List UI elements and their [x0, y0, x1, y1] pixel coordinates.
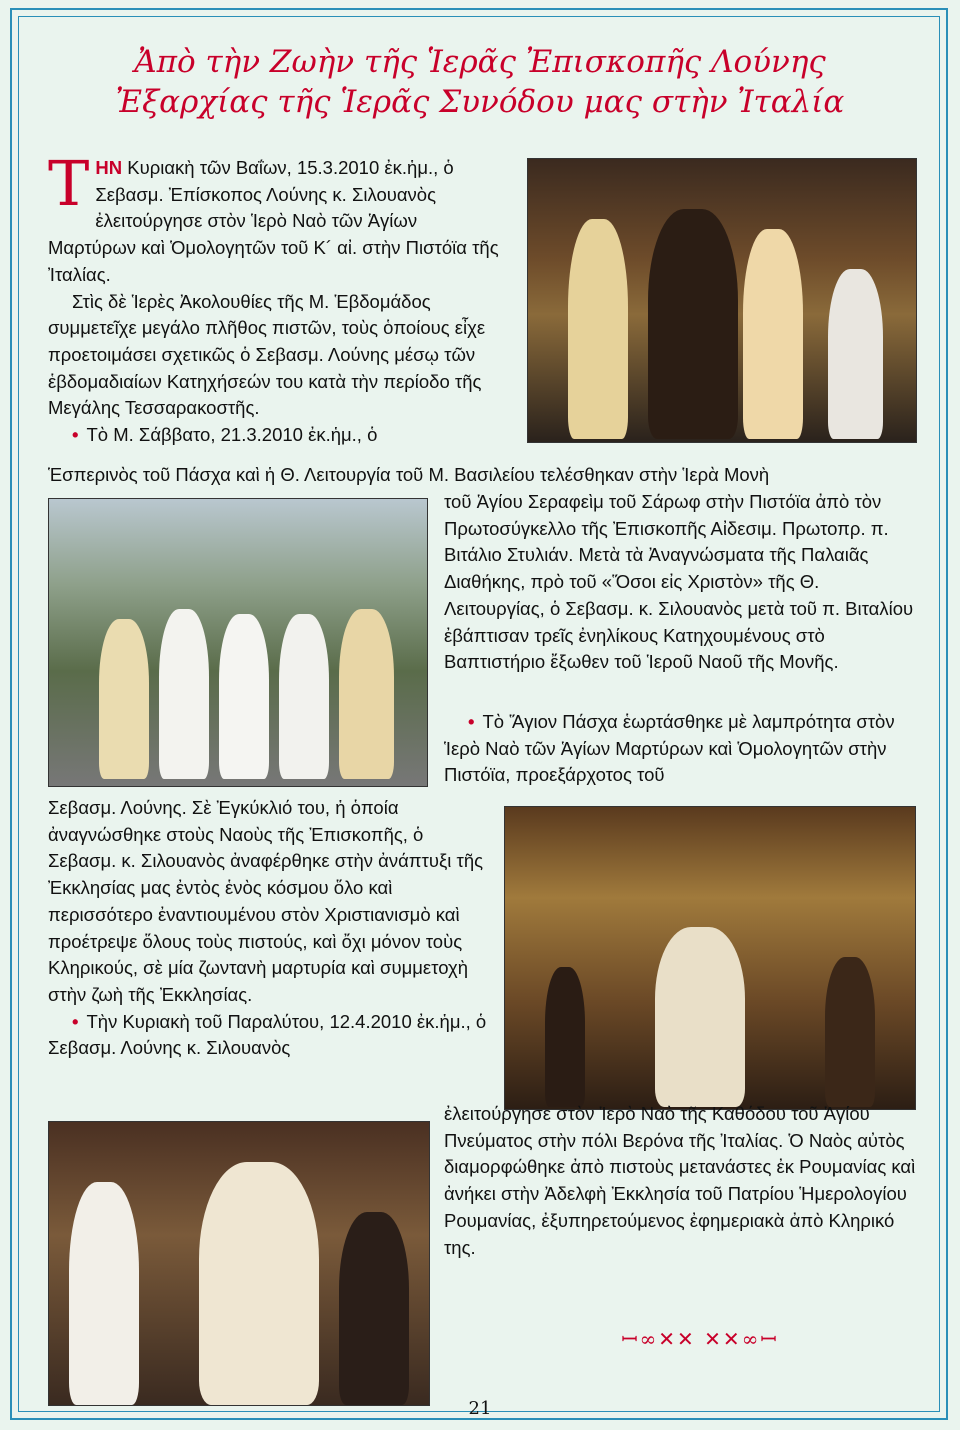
- text-block-5: ἐλειτούργησε στὸν Ἱερὸ Ναὸ τῆς Καθόδου τοῦ Ἁγίου Πνεύματος στὴν πόλι Βερόνα τῆς Ἰταλίας. Ὁ Ναὸς αὐτὸς διαμορφώθηκε ἀπὸ πιστοὺς μετανάστες ἐκ Ρουμανίας καὶ ἀνήκει στὴν Ἀδελφὴ Ἐκκλησία τοῦ Πατρίου Ἡμερολογίου Ρουμανίας, ἐξυπηρετούμενος ἐφημεριακὰ ἀπὸ Κληρικό της.: [444, 1103, 916, 1258]
- paragraph-5-start: • Τὴν Κυριακὴ τοῦ Παραλύτου, 12.4.2010 ἐκ.ἡμ., ὁ Σεβασμ. Λούνης κ. Σιλουανὸς: [48, 1010, 487, 1059]
- photo-figure: [159, 609, 209, 779]
- footer-ornament: ꟷ∞✕✕ ✕✕∞ꟷ: [621, 1327, 779, 1351]
- drop-cap: Τ: [48, 147, 90, 220]
- photo-figure: [828, 269, 883, 439]
- bullet-icon: •: [468, 711, 475, 732]
- paragraph-2: Στὶς δὲ Ἱερὲς Ἀκολουθίες τῆς Μ. Ἑβδομάδος συμμετεῖχε μεγάλο πλῆθος πιστῶν, τοὺς ὁποίους εἶχε προετοιμάσει σχετικῶς ὁ Σεβασμ. Λούνης μέσῳ τῶν ἑβδομαδιαίων Κατηχήσεών του κατὰ τὴν περίοδο τῆς Μεγάλης Τεσσαρακοστῆς.: [48, 290, 486, 419]
- text-block-1: [48, 147, 510, 449]
- photo-figure: [339, 609, 394, 779]
- photo-figure: [825, 957, 875, 1107]
- photo-figure: [545, 967, 585, 1107]
- photo-figure: [219, 614, 269, 779]
- photo-figure: [339, 1212, 409, 1405]
- paragraph-4-cont: Σεβασμ. Λούνης. Σὲ Ἐγκύκλιό του, ἡ ὁποία ἀναγνώσθηκε στοὺς Ναοὺς τῆς Ἐπισκοπῆς, ὁ Σεβασμ. κ. Σιλουανὸς ἀναφέρθηκε στὴν ἀνάπτυξι τῆς Ἐκκλησίας μας ἐντὸς ἑνὸς κόσμου ὅλο καὶ περισσότερο ἐναντιουμένου στὸν Χριστιανισμὸ καὶ προέτρεψε ὅλους τοὺς πιστούς, καὶ ὄχι μόνον τοὺς Κληρικούς, σὲ μία ζωντανὴ μαρτυρία καὶ συμμετοχὴ στὴν ζωὴ τῆς Ἐκκλησίας.: [48, 797, 484, 1005]
- text-line-full: Ἑσπερινὸς τοῦ Πάσχα καὶ ἡ Θ. Λειτουργία τοῦ Μ. Βασιλείου τελέσθηκαν στὴν Ἱερὰ Μονὴ: [48, 464, 770, 485]
- photo-figure: [648, 209, 738, 439]
- article-title-line1: Ἀπὸ τὴν Ζωὴν τῆς Ἱερᾶς Ἐπισκοπῆς Λούνης: [134, 44, 826, 80]
- photo-figure: [99, 619, 149, 779]
- paragraph-1-text: Κυριακὴ τῶν Βαΐων, 15.3.2010 ἐκ.ἡμ., ὁ Σεβασμ. Ἐπίσκοπος Λούνης κ. Σιλουανὸς ἐλειτούργησε στὸν Ἱερὸ Ναὸ τῶν Ἁγίων Μαρτύρων καὶ Ὁμολογητῶν τοῦ Κ´ αἰ. στὴν Πιστόϊα τῆς Ἰταλίας.: [48, 157, 499, 285]
- text-block-4: [48, 795, 488, 1062]
- text-block-3: [444, 709, 916, 789]
- cap-word: ΗΝ: [95, 157, 123, 178]
- photo-baptism-group: [48, 498, 428, 787]
- photo-figure: [655, 927, 745, 1107]
- paragraph-4-start: • Τὸ Ἅγιον Πάσχα ἑωρτάσθηκε μὲ λαμπρότητα στὸν Ἱερὸ Ναὸ τῶν Ἁγίων Μαρτύρων καὶ Ὁμολογητῶν στὴν Πιστόϊα, προεξάρχοτος τοῦ: [444, 711, 895, 786]
- page-number: 21: [468, 1398, 492, 1419]
- paragraph-1: [48, 147, 510, 289]
- photo-easter-liturgy: [504, 806, 916, 1110]
- photo-figure: [69, 1182, 139, 1405]
- photo-verona-liturgy: [48, 1121, 430, 1406]
- photo-figure: [568, 219, 628, 439]
- paragraph-3-start: • Τὸ Μ. Σάββατο, 21.3.2010 ἐκ.ἡμ., ὁ: [72, 424, 378, 446]
- photo-figure: [743, 229, 803, 439]
- article-title-line2: Ἐξαρχίας τῆς Ἱερᾶς Συνόδου μας στὴν Ἰταλία: [115, 84, 845, 120]
- photo-palm-sunday-liturgy: [527, 158, 917, 443]
- bullet-icon: •: [72, 424, 79, 446]
- bullet-icon: •: [72, 1010, 79, 1032]
- photo-figure: [199, 1162, 319, 1405]
- photo-figure: [279, 614, 329, 779]
- text-block-2: τοῦ Ἁγίου Σεραφεὶμ τοῦ Σάρωφ στὴν Πιστόϊα ἀπὸ τὸν Πρωτοσύγκελλο τῆς Ἐπισκοπῆς Αἰδεσιμ. Πρωτοπρ. π. Βιτάλιο Στυλιάν. Μετὰ τὰ Ἀναγνώσματα τῆς Παλαιᾶς Διαθήκης, πρὸ τοῦ «Ὅσοι εἰς Χριστὸν» τῆς Θ. Λειτουργίας, ὁ Σεβασμ. κ. Σιλουανὸς μετὰ τοῦ π. Βιταλίου ἐβάπτισαν τρεῖς ἐνηλίκους Κατηχουμένους στὸ Βαπτιστήριο ἔξωθεν τοῦ Ἱεροῦ Ναοῦ τῆς Μονῆς.: [444, 491, 914, 673]
